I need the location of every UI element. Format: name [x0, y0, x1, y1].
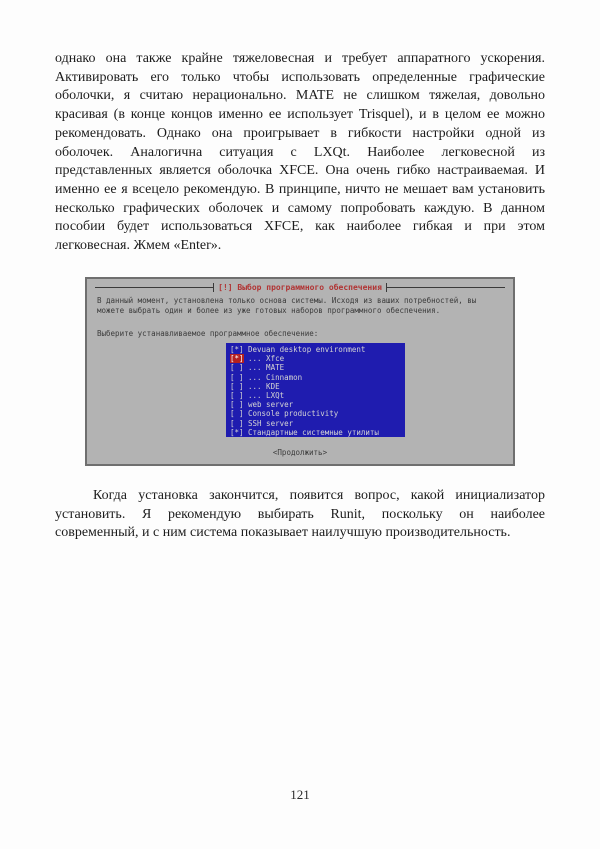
text-line: именно ее я всецело рекомендую. В принципе, ничто не мешает вам установить [55, 181, 545, 197]
checklist-item-ssh-server [230, 419, 405, 428]
text-line: пособии будет использоваться XFCE, как наиболее гибкая и при этом [55, 219, 545, 235]
checklist-item-standard-utilities [230, 428, 405, 437]
dialog-description-line: В данный момент, установлена только основа системы. Исходя из ваших потребностей, вы [97, 296, 477, 305]
text-line: красивая (в конце концов именно ее использует Trisquel), и в целом ее можно [55, 107, 545, 123]
text-line: установить. Я рекомендую выбирать Runit, поскольку он наиболее [55, 506, 545, 522]
text-line: рекомендовать. Однако она проигрывает в гибкости настройки одной из [55, 125, 545, 141]
checklist-item-mate [230, 363, 405, 372]
dialog-description [97, 296, 505, 315]
item-label: Стандартные системные утилиты [248, 427, 379, 437]
checkbox-state: [ ] [230, 409, 244, 419]
checklist-item-console-productivity [230, 409, 405, 418]
text-line: представленных является оболочка XFCE. Она очень гибко настраиваемая. И [55, 163, 545, 179]
item-label: Devuan desktop environment [248, 345, 366, 354]
text-line: несколько графических оболочек и самому попробовать каждую. В данном [55, 200, 545, 216]
text-line: оболочек. Аналогична ситуация с LXQt. Наиболее легковесной из [55, 144, 545, 160]
checkbox-state-cursor: [*] [230, 354, 244, 364]
installer-screenshot [85, 277, 515, 466]
item-label: SSH server [248, 418, 294, 428]
dialog-title: [!] Выбор программного обеспечения [213, 283, 387, 292]
item-label: ... MATE [248, 363, 285, 373]
text-line: оболочки, я считаю нерационально. MATE не слишком тяжелая, довольно [55, 88, 545, 104]
continue-button: <Продолжить> [272, 448, 328, 457]
dialog-prompt: Выберите устанавливаемое программное обеспечение: [97, 329, 319, 338]
checkbox-state: [*] [230, 427, 244, 437]
dialog-title-bar [95, 283, 505, 292]
title-rule-left [95, 287, 213, 288]
item-label: Console productivity [248, 409, 339, 419]
item-label: ... Xfce [248, 354, 285, 364]
checklist-item-kde [230, 382, 405, 391]
checkbox-state: [ ] [230, 400, 244, 410]
checkbox-state: [*] [230, 345, 244, 354]
item-label: ... LXQt [248, 391, 285, 401]
checkbox-state: [ ] [230, 372, 244, 382]
text-line: современный, и с ним система показывает наилучшую производительность. [55, 525, 511, 541]
item-label: ... KDE [248, 381, 280, 391]
page-number: 121 [290, 787, 310, 802]
checklist-item-web-server [230, 400, 405, 409]
paragraph-top [55, 50, 545, 256]
text-line: Когда установка закончится, появится вопрос, какой инициализатор [93, 488, 545, 503]
item-label: web server [248, 400, 294, 410]
checklist-item-devuan-desktop [230, 345, 405, 354]
paragraph-bottom [55, 487, 545, 543]
checklist-item-lxqt [230, 391, 405, 400]
software-checklist [226, 343, 405, 437]
checklist-item-xfce [230, 354, 405, 363]
text-line: легковесная. Жмем «Enter». [55, 238, 222, 254]
checklist-item-cinnamon [230, 373, 405, 382]
item-label: ... Cinnamon [248, 372, 303, 382]
checkbox-state: [ ] [230, 418, 244, 428]
checkbox-state: [ ] [230, 381, 244, 391]
checkbox-state: [ ] [230, 391, 244, 401]
text-line: Активировать его только чтобы использовать определенные графические [55, 69, 545, 85]
dialog-description-line: можете выбрать один и более из уже готовых наборов программного обеспечения. [97, 305, 441, 315]
checkbox-state: [ ] [230, 363, 244, 373]
text-line: однако она также крайне тяжеловесная и требует аппаратного ускорения. [55, 51, 545, 66]
title-rule-right [387, 287, 505, 288]
